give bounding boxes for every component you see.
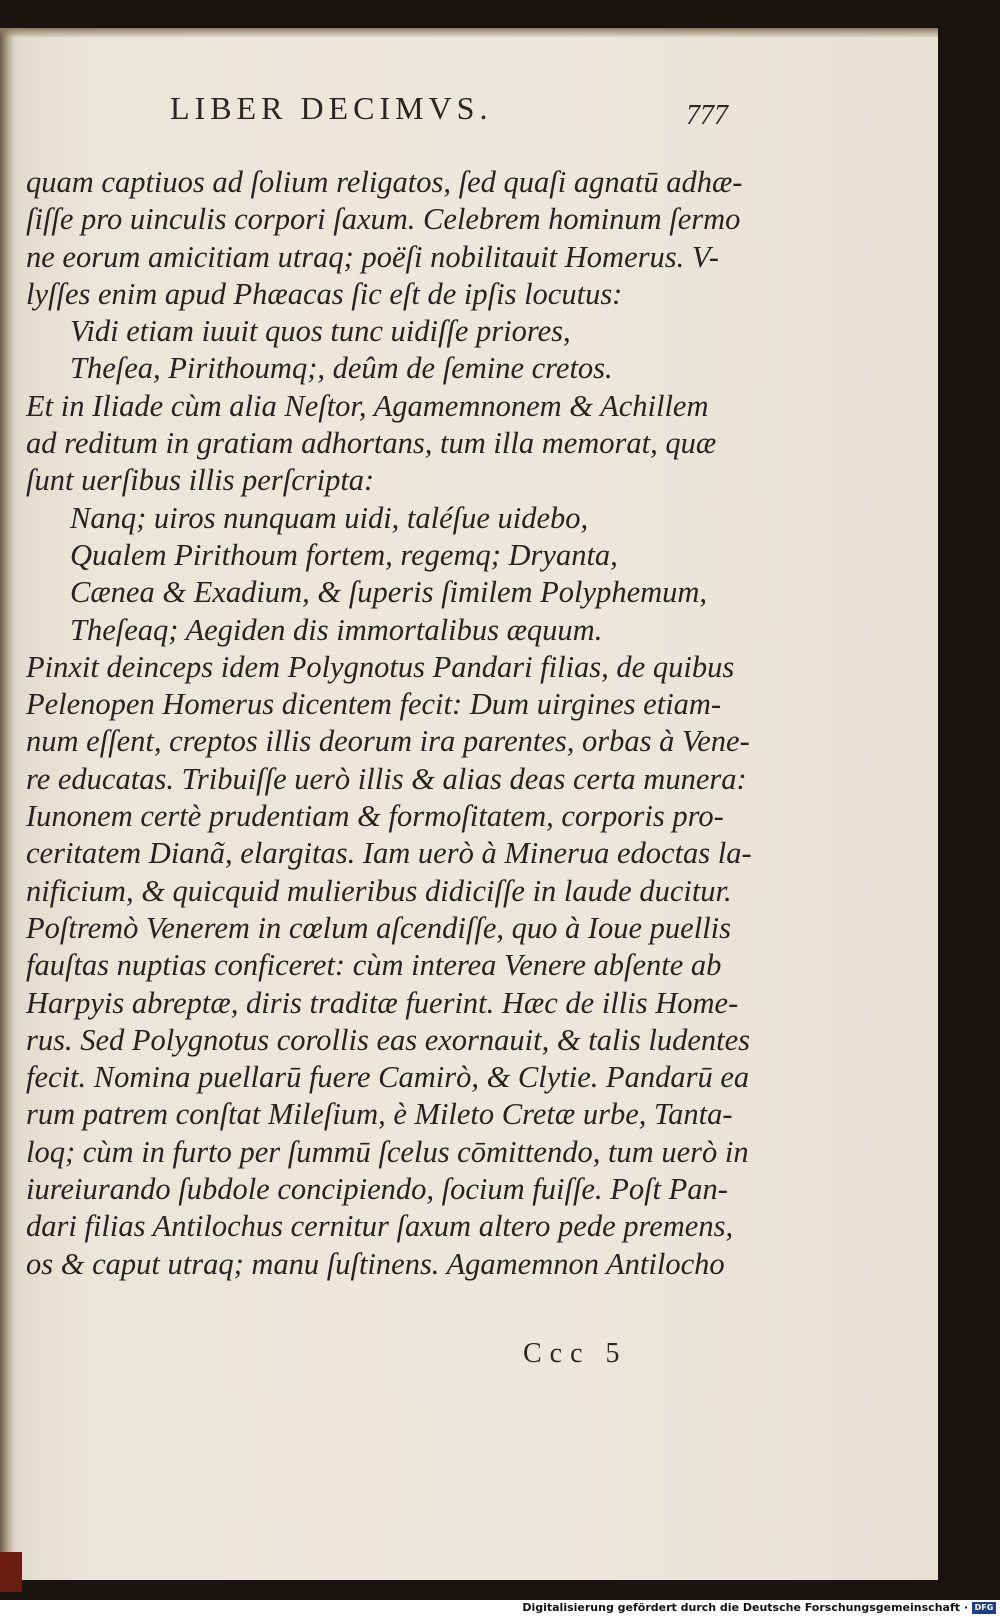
text-line: Poſtremò Venerem in cœlum aſcendiſſe, quo à Ioue puellis	[26, 910, 732, 945]
page-gutter-shadow	[0, 28, 14, 1580]
text-line: Pelenopen Homerus dicentem fecit: Dum uirgines etiam-	[26, 687, 722, 722]
page-top-shadow	[0, 28, 938, 38]
text-line: Iunonem certè prudentiam & formoſitatem, corporis pro-	[26, 799, 724, 834]
text-line: Vidi etiam iuuit quos tunc uidiſſe priores,	[70, 314, 571, 349]
book-page	[0, 28, 938, 1580]
text-line: Qualem Pirithoum fortem, regemq; Dryanta,	[70, 537, 618, 572]
text-line: Et in Iliade cùm alia Neſtor, Agamemnonem & Achillem	[26, 388, 709, 423]
text-line: rus. Sed Polygnotus corollis eas exornauit, & talis ludentes	[26, 1022, 751, 1057]
text-line: ſiſſe pro uinculis corpori ſaxum. Celebrem hominum ſermo	[26, 202, 741, 237]
text-line: ne eorum amicitiam utraq; poëſi nobilitauit Homerus. V-	[26, 239, 719, 274]
text-line: nificium, & quicquid mulieribus didiciſſe in laude ducitur.	[26, 873, 732, 908]
text-line: ceritatem Dianã, elargitas. Iam uerò à Minerua edoctas la-	[26, 836, 752, 871]
text-line: re educatas. Tribuiſſe uerò illis & alias deas certa munera:	[26, 761, 747, 796]
text-line: rum patrem conſtat Mileſium, è Mileto Cretæ urbe, Tanta-	[26, 1097, 733, 1132]
body-text	[26, 164, 752, 1283]
text-line: num eſſent, creptos illis deorum ira parentes, orbas à Vene-	[26, 724, 750, 759]
text-line: quam captiuos ad ſolium religatos, ſed quaſi agnatū adhæ-	[26, 165, 743, 199]
text-line: ſunt uerſibus illis perſcripta:	[26, 463, 375, 498]
signature-mark: Ccc 5	[523, 1338, 628, 1369]
text-line: Cænea & Exadium, & ſuperis ſimilem Polyphemum,	[70, 575, 708, 610]
text-line: Nanq; uiros nunquam uidi, taléſue uidebo,	[70, 500, 589, 535]
text-line: loq; cùm in furto per ſummū ſcelus cōmittendo, tum uerò in	[26, 1134, 749, 1169]
scan-color-mark	[0, 1552, 22, 1592]
text-line: Harpyis abreptæ, diris traditæ fuerint. Hæc de illis Home-	[26, 985, 739, 1020]
text-line: iureiurando ſubdole concipiendo, ſocium fuiſſe. Poſt Pan-	[26, 1172, 728, 1207]
funding-credit: Digitalisierung gefördert durch die Deutsche Forschungsgemeinschaft ·	[522, 1601, 968, 1614]
text-line: os & caput utraq; manu ſuſtinens. Agamemnon Antilocho	[26, 1246, 725, 1281]
text-line: ad reditum in gratiam adhortans, tum illa memorat, quæ	[26, 426, 717, 461]
text-line: lyſſes enim apud Phæacas ſic eſt de ipſis locutus:	[26, 276, 623, 311]
text-line: Theſea, Pirithoumq;, deûm de ſemine cretos.	[70, 351, 613, 386]
dfg-logo: DFG	[972, 1602, 996, 1614]
text-line: Pinxit deinceps idem Polygnotus Pandari filias, de quibus	[26, 649, 735, 684]
page-number: 777	[686, 100, 728, 131]
text-line: Theſeaq; Aegiden dis immortalibus æquum.	[70, 612, 603, 647]
text-line: dari filias Antilochus cernitur ſaxum altero pede premens,	[26, 1209, 734, 1244]
text-line: fecit. Nomina puellarū fuere Camirò, & Clytie. Pandarū ea	[26, 1060, 750, 1095]
digitization-footer	[0, 1600, 1000, 1617]
text-line: fauſtas nuptias conficeret: cùm interea Venere abſente ab	[26, 948, 722, 983]
running-head: LIBER DECIMVS.	[170, 90, 493, 126]
